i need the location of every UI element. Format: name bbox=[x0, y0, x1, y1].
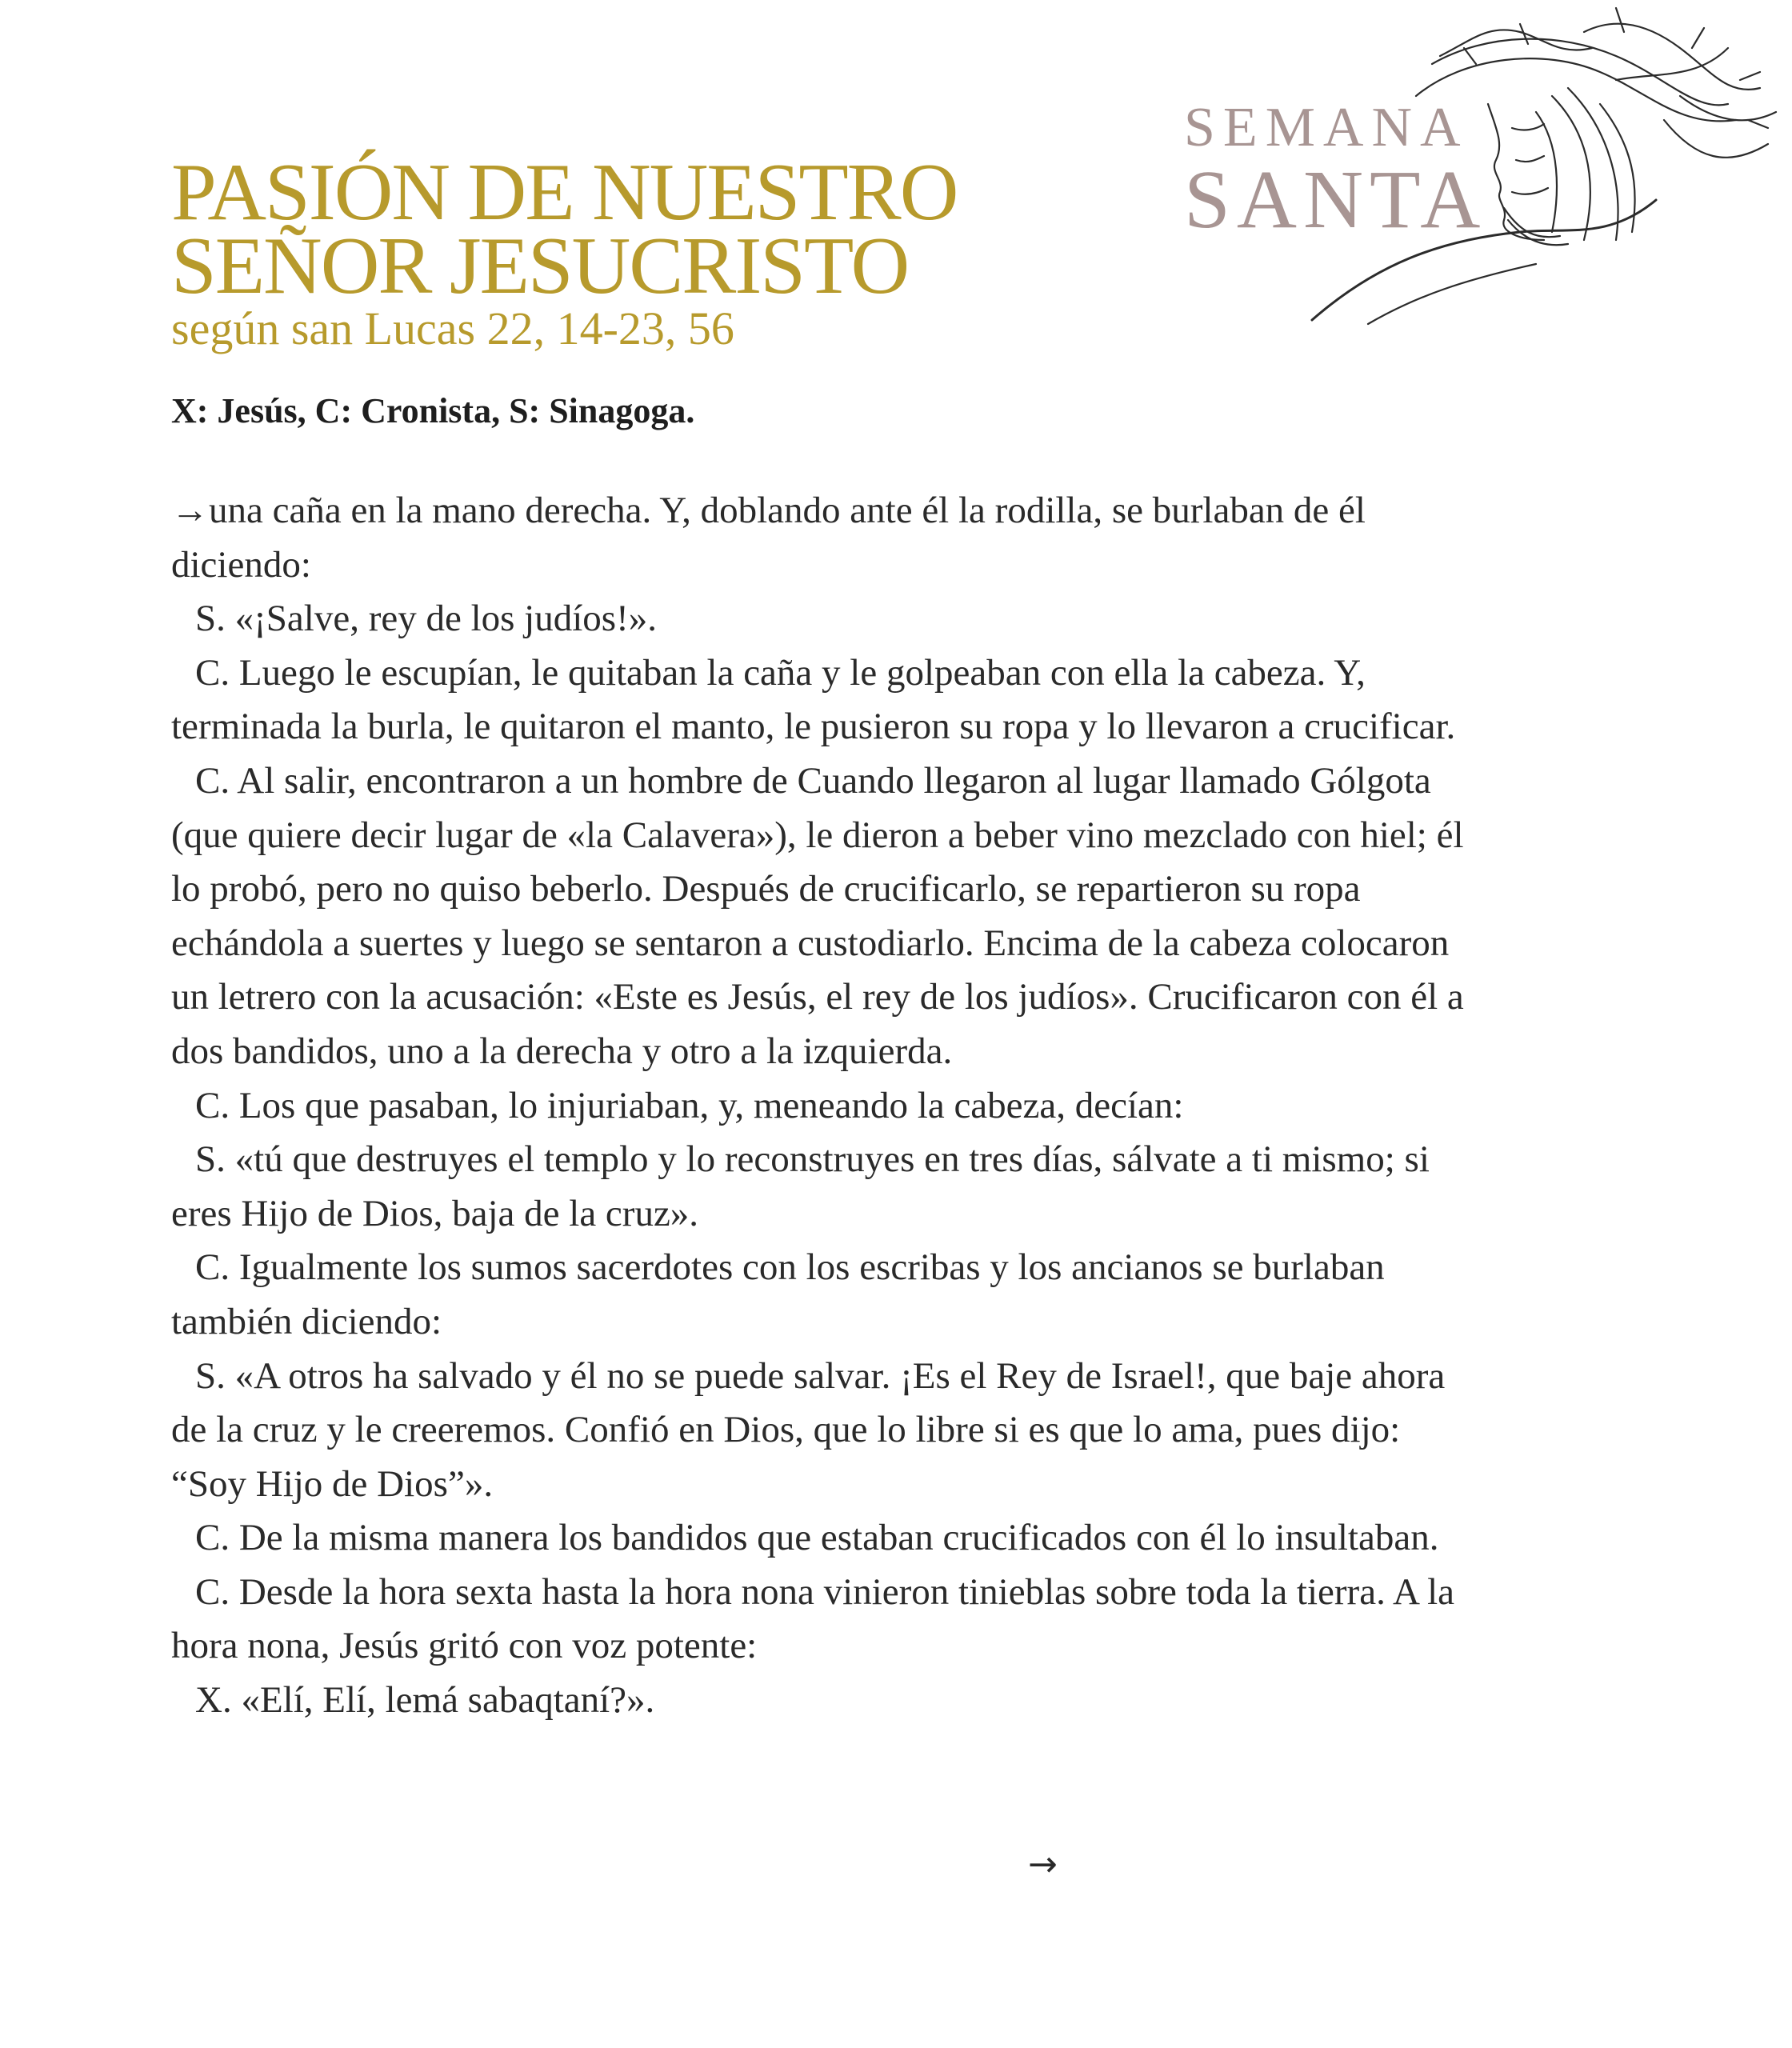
paragraph: C. Desde la hora sexta hasta la hora nona vinieron tinieblas sobre toda la tierra. A la hora nona, Jesús gritó con voz potente: bbox=[171, 1570, 1454, 1667]
paragraph: →una caña en la mano derecha. Y, doblando ante él la rodilla, se burlaban de él diciendo: bbox=[171, 490, 1366, 586]
title-block bbox=[171, 147, 1131, 354]
speaker-legend: X: Jesús, C: Cronista, S: Sinagoga. bbox=[171, 391, 695, 430]
continuation-arrow-icon: → bbox=[171, 490, 209, 531]
paragraph: C. Igualmente los sumos sacerdotes con los escribas y los ancianos se burlaban también diciendo: bbox=[171, 1246, 1385, 1342]
passion-text bbox=[171, 484, 1483, 1728]
semana-santa-brand bbox=[1184, 96, 1487, 246]
paragraph: S. «A otros ha salvado y él no se puede salvar. ¡Es el Rey de Israel!, que baje ahora de la cruz y le creeremos. Confió en Dios, que lo libre si es que lo ama, pues dijo: “Soy Hijo de Dios”». bbox=[171, 1354, 1446, 1505]
subtitle: según san Lucas 22, 14-23, 56 bbox=[171, 302, 734, 354]
brand-santa: SANTA bbox=[1184, 154, 1487, 246]
title-line-1: PASIÓN DE NUESTRO bbox=[171, 147, 958, 238]
next-page-arrow-icon: → bbox=[1028, 1844, 1058, 1885]
paragraph: C. Al salir, encontraron a un hombre de Cuando llegaron al lugar llamado Gólgota (que quiere decir lugar de «la Calavera»), le dieron a beber vino mezclado con hiel; él lo probó, pero no quiso beberlo. Después de crucificarlo, se repartieron su ropa echándola a suertes y luego se sentaron a custodiarlo. Encima de la cabeza colocaron un letrero con la acusación: «Este es Jesús, el rey de los judíos». Crucificaron con él a dos bandidos, uno a la derecha y otro a la izquierda. bbox=[171, 759, 1464, 1072]
paragraph: C. Los que pasaban, lo injuriaban, y, meneando la cabeza, decían: bbox=[195, 1084, 1184, 1126]
paragraph: C. De la misma manera los bandidos que estaban crucificados con él lo insultaban. bbox=[195, 1517, 1439, 1559]
paragraph: S. «tú que destruyes el templo y lo reconstruyes en tres días, sálvate a ti mismo; si eres Hijo de Dios, baja de la cruz». bbox=[171, 1138, 1430, 1234]
paragraph: S. «¡Salve, rey de los judíos!». bbox=[195, 598, 657, 640]
paragraph: C. Luego le escupían, le quitaban la caña y le golpeaban con ella la cabeza. Y, terminada la burla, le quitaron el manto, le pusieron su ropa y lo llevaron a crucificar. bbox=[171, 651, 1456, 748]
paragraph: X. «Elí, Elí, lemá sabaqtaní?». bbox=[195, 1679, 655, 1722]
title-line-2: SEÑOR JESUCRISTO bbox=[171, 221, 909, 311]
brand-semana: SEMANA bbox=[1184, 97, 1469, 158]
